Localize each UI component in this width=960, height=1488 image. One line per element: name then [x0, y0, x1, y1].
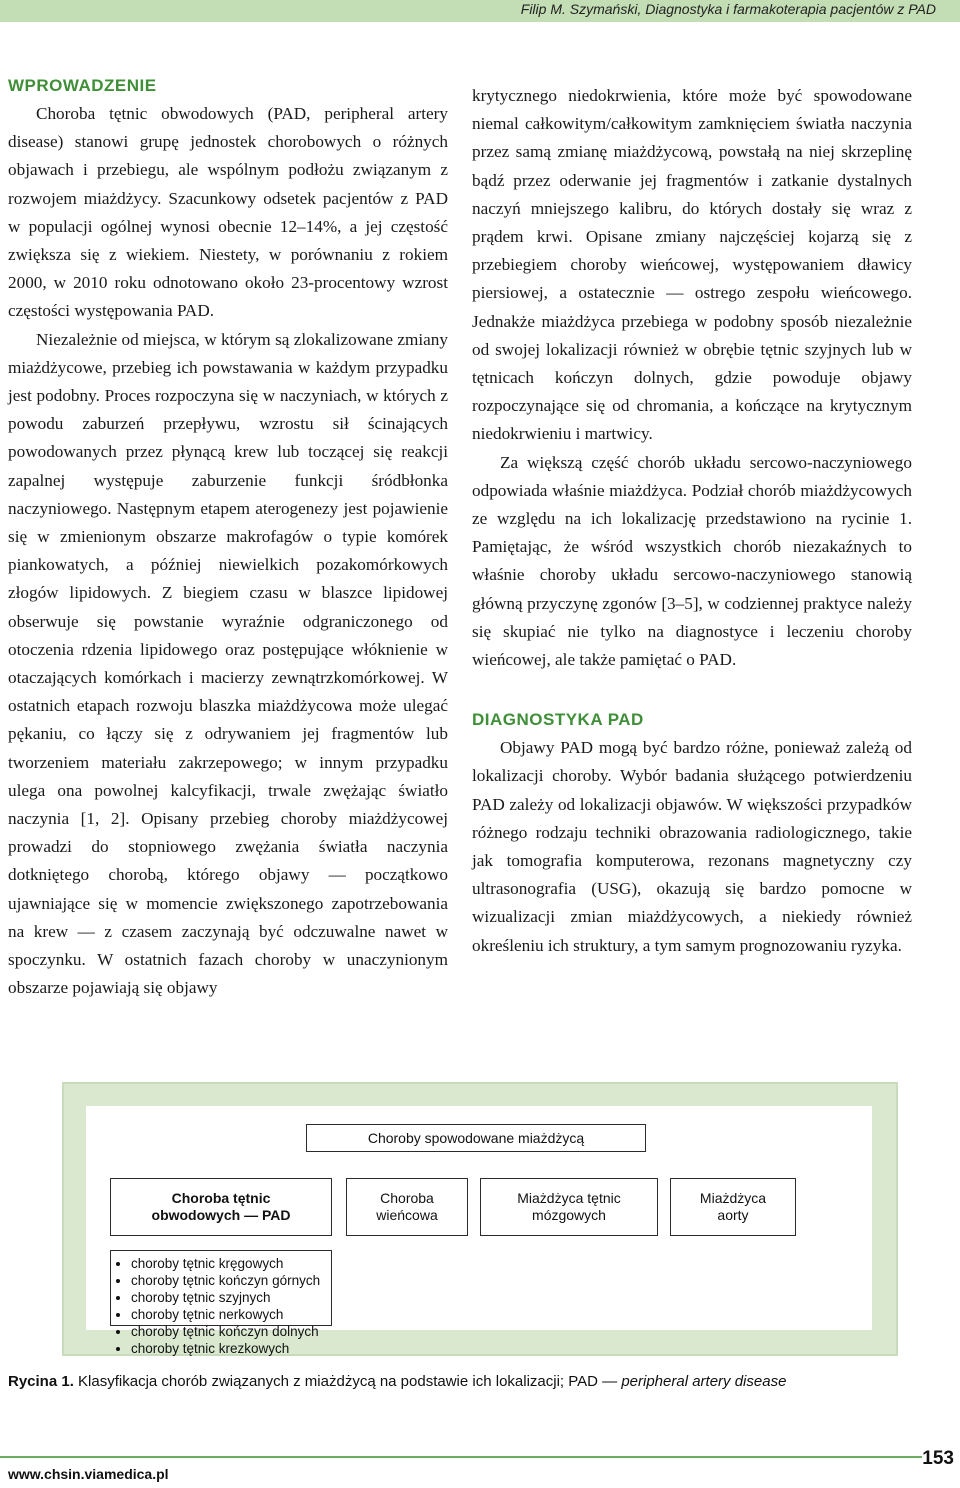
running-header: Filip M. Szymański, Diagnostyka i farmakoterapia pacjentów z PAD — [520, 1, 936, 17]
diagram-box-line: obwodowych — PAD — [151, 1207, 291, 1223]
footer-website: www.chsin.viamedica.pl — [8, 1466, 169, 1482]
figure-caption — [8, 1373, 948, 1390]
paragraph: krytycznego niedokrwienia, które może być spowodowane niemal całkowitym/całkowitym zamknięciem światła naczynia przez samą zmianę miażdżycową, powstałą na niej skrzeplinę bądź przez oderwanie jej fragmentów i zatkanie dystalnych naczyń mniejszego kalibru, do których dostały się wraz z prądem krwi. Opisane zmiany najczęściej kojarzą się z przebiegiem choroby wieńcowej, występowaniem dławicy piersiowej, a ostatecznie — ostrego zespołu wieńcowego. Jednakże miażdżyca przebiega w podobny sposób niezależnie od swojej lokalizacji również w obrębie tętnic szyjnych lub w tętnicach kończyn dolnych, gdzie powoduje objawy rozpoczynające się od chromania, a kończące na krytycznym niedokrwieniu i martwicy. — [472, 86, 912, 444]
left-column — [8, 72, 448, 1003]
paragraph: Niezależnie od miejsca, w którym są zlokalizowane zmiany miażdżycowe, przebieg ich powstawania w każdym przypadku jest podobny. Proces rozpoczyna się w naczyniach, w których z powodu zaburzeń przepływu, wzrostu sił ścinających powodowanych przez płynącą krew lub toczącej się reakcji zapalnej występuje zaburzenie funkcji śródbłonka naczyniowego. Następnym etapem aterogenezy jest pojawienie się w zmienionym obszarze makrofagów o typie komórek piankowatych, a później niewielkich pozakomórkowych złogów lipidowych. Z biegiem czasu w blaszce lipidowej obserwuje się powstanie wyraźnie odgraniczonego od otoczenia rdzenia lipidowego oraz postępujące włóknienie w otaczających komórkach i macierzy zewnątrzkomórkowej. W ostatnich etapach rozwoju blaszka miażdżycowa może ulegać pękaniu, co łączy się z odrywaniem jej fragmentów lub tworzeniem materiału zakrzepowego; w innym przypadku ulega ona powolnej kalcyfikacji, trwale zwężając światło naczynia [1, 2]. Opisany przebieg choroby miażdżycowej prowadzi do stopniowego zwężania światła naczynia dotkniętego chorobą, którego objawy — początkowo ujawniające się w momencie zwiększonego zapotrzebowania na krew — z czasem zaczynają być odczuwalne nawet w spoczynku. W ostatnich fazach choroby w unaczynionym obszarze pojawiają się objawy — [8, 329, 448, 998]
diagram-root-box — [306, 1124, 646, 1152]
caption-text: Klasyfikacja chorób związanych z miażdżycą na podstawie ich lokalizacji; PAD — — [73, 1373, 622, 1390]
header-band — [0, 0, 960, 22]
diagram-box-cerebral — [480, 1178, 658, 1236]
figure-classification-diagram — [62, 1082, 898, 1356]
list-item: • choroby tętnic nerkowych — [131, 1306, 331, 1323]
diagram-box-pad — [110, 1178, 332, 1236]
footer-rule — [0, 1456, 922, 1458]
list-item: • choroby tętnic szyjnych — [131, 1289, 331, 1306]
caption-label: Rycina 1. — [8, 1373, 74, 1390]
diagram-box-line: aorty — [717, 1207, 749, 1223]
right-column — [472, 82, 912, 960]
section-heading-introduction: WPROWADZENIE — [8, 76, 157, 95]
list-item: • choroby tętnic kończyn dolnych — [131, 1323, 331, 1340]
paragraph: Za większą część chorób układu sercowo-naczyniowego odpowiada właśnie miażdżyca. Podział chorób miażdżycowych ze względu na ich lokalizację przedstawiono na rycinie 1. Pamiętając, że wśród wszystkich chorób niezakaźnych to właśnie choroby układu sercowo-naczyniowego stanowią główną przyczynę zgonów [3–5], w codziennej praktyce należy się skupiać nie tylko na diagnostyce i leczeniu choroby wieńcowej, ale także pamiętać o PAD. — [472, 452, 912, 670]
list-item: • choroby tętnic kręgowych — [131, 1255, 331, 1272]
diagram-root-label: Choroby spowodowane miażdżycą — [367, 1129, 585, 1146]
diagram-box-aorta — [670, 1178, 796, 1236]
paragraph: Choroba tętnic obwodowych (PAD, peripheral artery disease) stanowi grupę jednostek chorobowych o różnych objawach i przebiegu, ale wspólnym podłożu związanym z rozwojem miażdżycy. Szacunkowy odsetek pacjentów z PAD w populacji ogólnej wynosi obecnie 12–14%, a jej częstość zwiększa się z wiekiem. Niestety, w porównaniu z rokiem 2000, w 2010 roku odnotowano około 23-procentowy wzrost częstości występowania PAD. — [8, 104, 448, 321]
list-item: • choroby tętnic kończyn górnych — [131, 1272, 331, 1289]
diagram-box-line: Miażdżyca tętnic — [517, 1190, 621, 1206]
figure-canvas — [86, 1106, 872, 1356]
caption-italic: peripheral artery disease — [621, 1373, 787, 1390]
diagram-box-coronary — [346, 1178, 468, 1236]
section-heading-diagnostics: DIAGNOSTYKA PAD — [472, 710, 644, 730]
diagram-box-line: wieńcowa — [376, 1207, 438, 1223]
list-item: • choroby tętnic krezkowych — [131, 1340, 331, 1357]
paragraph: Objawy PAD mogą być bardzo różne, ponieważ zależą od lokalizacji choroby. Wybór badania służącego potwierdzeniu PAD zależy od lokalizacji objawów. W większości przypadków różnego rodzaju techniki obrazowania radiologicznego, takie jak tomografia komputerowa, rezonans magnetyczny czy ultrasonografia (USG), okazują się bardzo pomocne w wizualizacji zmian miażdżycowych, a niekiedy również określeniu ich struktury, a tym samym prognozowaniu ryzyka. — [472, 738, 912, 955]
diagram-box-line: Choroba — [380, 1190, 434, 1206]
diagram-box-line: mózgowych — [532, 1207, 606, 1223]
diagram-box-line: Choroba tętnic — [171, 1190, 271, 1206]
diagram-box-line: Miażdżyca — [699, 1190, 767, 1206]
page-number: 153 — [922, 1448, 954, 1469]
diagram-pad-list — [110, 1250, 332, 1356]
